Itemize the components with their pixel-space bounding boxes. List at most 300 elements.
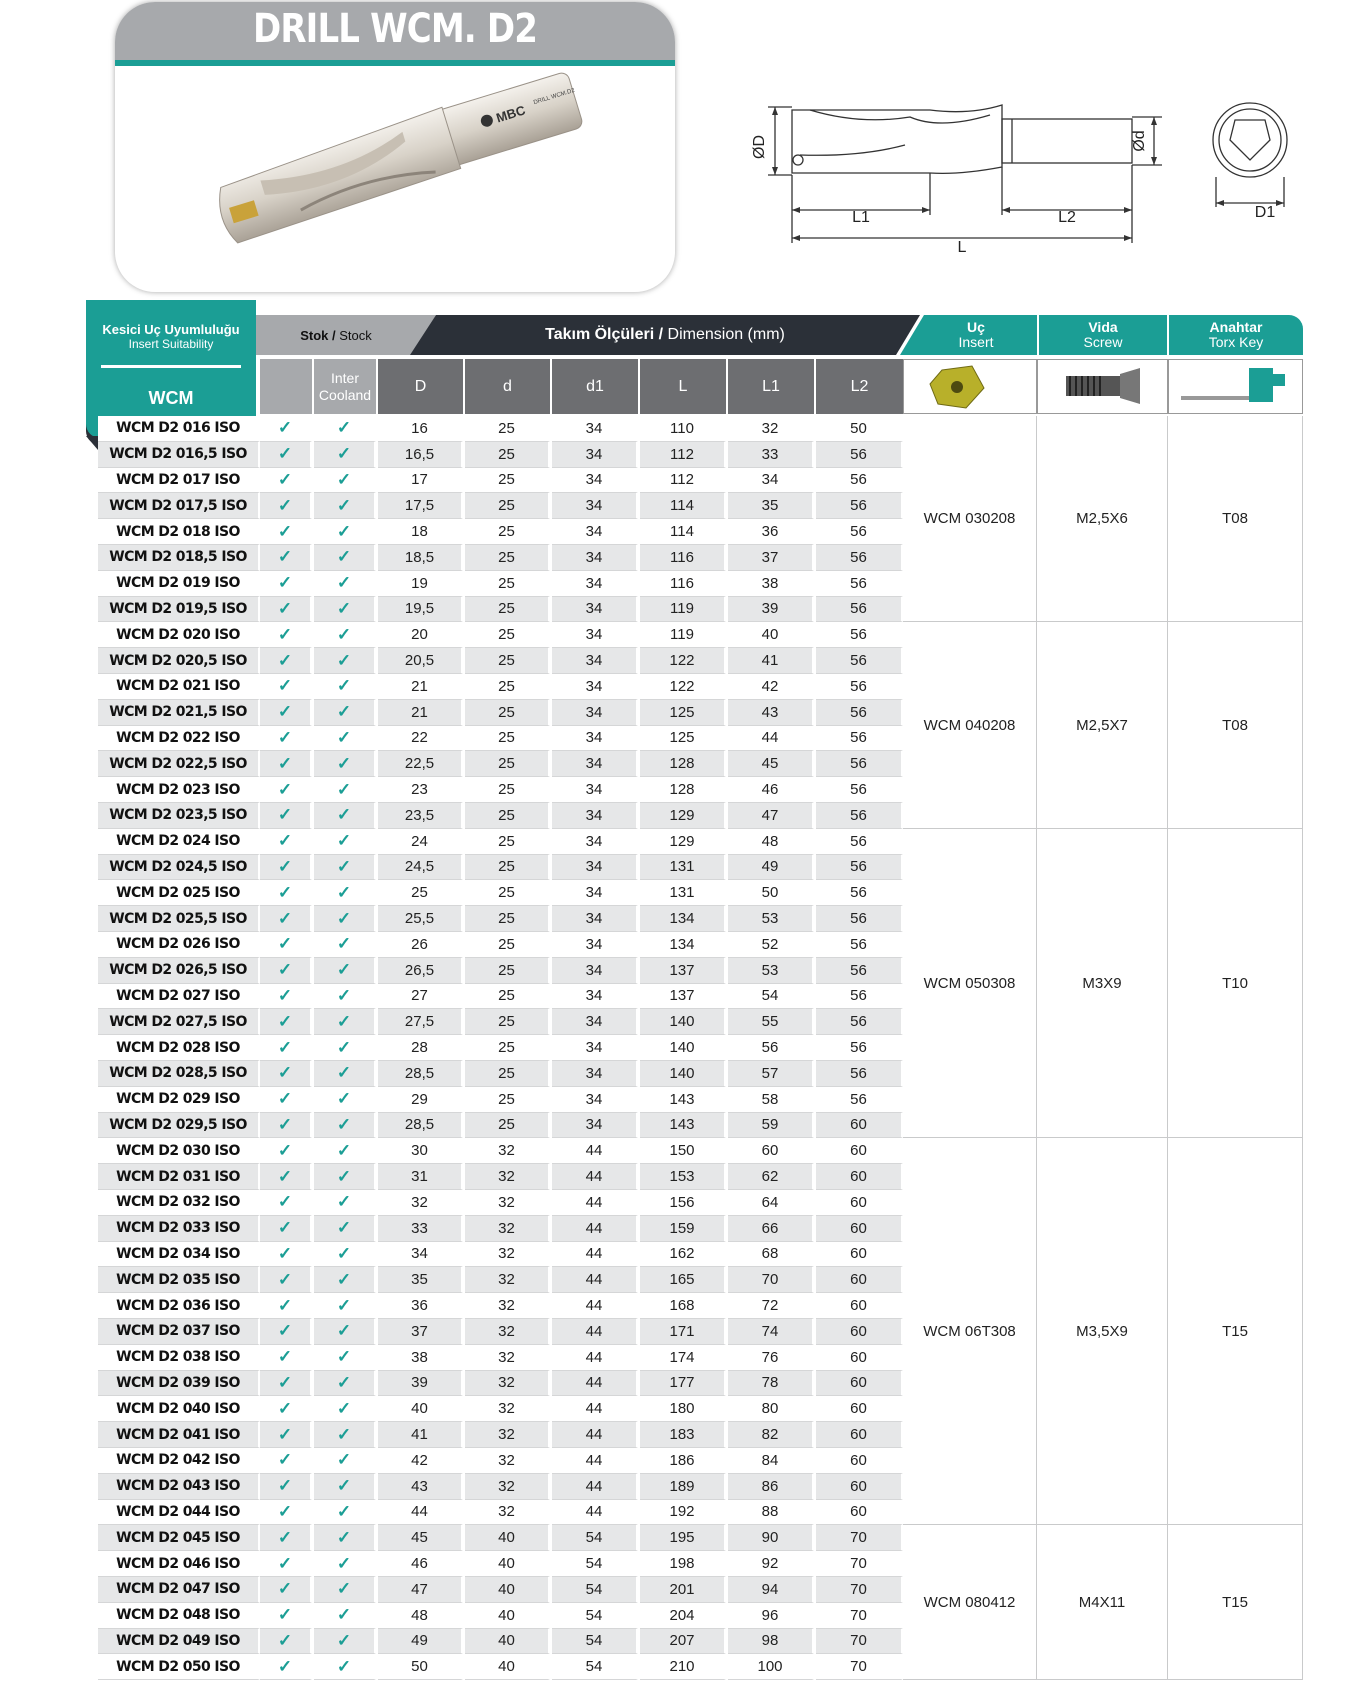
cell-d: 25: [465, 416, 550, 442]
cell-L: 210: [640, 1654, 726, 1680]
cell-L2: 56: [816, 1009, 903, 1035]
cell-D: 27,5: [378, 1009, 463, 1035]
table-row: [98, 468, 903, 494]
product-code: WCM D2 041 ISO: [98, 1422, 260, 1448]
cell-L: 112: [640, 468, 726, 494]
cell-d: 25: [465, 1009, 550, 1035]
col-label-L2: L2: [850, 377, 869, 395]
cell-d: 25: [465, 648, 550, 674]
product-code: WCM D2 019,5 ISO: [98, 597, 260, 623]
stock-check-icon: ✓: [260, 1422, 312, 1448]
stock-check-icon: ✓: [260, 1577, 312, 1603]
cell-L: 140: [640, 1035, 726, 1061]
cell-L2: 56: [816, 1035, 903, 1061]
table-row: [98, 493, 903, 519]
cell-d1: 34: [552, 1009, 638, 1035]
cooland-check-icon: ✓: [314, 1525, 376, 1551]
table-row: [98, 1371, 903, 1397]
cooland-check-icon: ✓: [314, 1164, 376, 1190]
stock-label-tr: Stok /: [300, 327, 336, 343]
stock-check-icon: ✓: [260, 803, 312, 829]
stock-check-icon: ✓: [260, 1035, 312, 1061]
cell-d: 25: [465, 700, 550, 726]
product-code: WCM D2 020 ISO: [98, 622, 260, 648]
cell-d1: 34: [552, 416, 638, 442]
cell-L2: 60: [816, 1500, 903, 1526]
cell-L2: 56: [816, 442, 903, 468]
stock-check-icon: ✓: [260, 1500, 312, 1526]
cell-L: 131: [640, 880, 726, 906]
cell-L1: 90: [728, 1525, 814, 1551]
stock-check-icon: ✓: [260, 906, 312, 932]
cell-L: 150: [640, 1138, 726, 1164]
cell-L: 159: [640, 1216, 726, 1242]
cell-D: 17,5: [378, 493, 463, 519]
table-row: [98, 1603, 903, 1629]
cell-L: 177: [640, 1371, 726, 1397]
cell-D: 35: [378, 1267, 463, 1293]
cell-D: 41: [378, 1422, 463, 1448]
cell-L: 180: [640, 1396, 726, 1422]
cell-D: 50: [378, 1654, 463, 1680]
col-header-D: [378, 359, 463, 414]
cell-L1: 40: [728, 622, 814, 648]
cell-d: 32: [465, 1422, 550, 1448]
cell-D: 25,5: [378, 906, 463, 932]
cell-L1: 38: [728, 571, 814, 597]
col-label-d: d: [503, 377, 512, 395]
cell-D: 47: [378, 1577, 463, 1603]
cell-L2: 56: [816, 519, 903, 545]
product-code: WCM D2 021 ISO: [98, 674, 260, 700]
cooland-check-icon: ✓: [314, 1293, 376, 1319]
screw-label-en: Screw: [1083, 334, 1123, 350]
product-code: WCM D2 019 ISO: [98, 571, 260, 597]
cooland-check-icon: ✓: [314, 880, 376, 906]
cell-L2: 60: [816, 1474, 903, 1500]
product-code: WCM D2 045 ISO: [98, 1525, 260, 1551]
cooland-check-icon: ✓: [314, 545, 376, 571]
inter-cooland-label: Inter Cooland: [318, 369, 372, 403]
cell-d: 25: [465, 442, 550, 468]
stock-check-icon: ✓: [260, 958, 312, 984]
key-label-tr: Anahtar: [1209, 319, 1263, 335]
cell-L1: 33: [728, 442, 814, 468]
cell-L: 129: [640, 829, 726, 855]
cell-d: 25: [465, 777, 550, 803]
table-row: [98, 1035, 903, 1061]
group-insert: WCM 080412: [903, 1525, 1037, 1680]
cell-d1: 34: [552, 1087, 638, 1113]
cell-d1: 44: [552, 1164, 638, 1190]
cell-D: 42: [378, 1448, 463, 1474]
stock-check-icon: ✓: [260, 1009, 312, 1035]
cell-L: 207: [640, 1629, 726, 1655]
cell-d: 32: [465, 1345, 550, 1371]
cell-d: 32: [465, 1190, 550, 1216]
stock-check-icon: ✓: [260, 1164, 312, 1190]
label-L: L: [957, 239, 967, 256]
cell-L2: 60: [816, 1164, 903, 1190]
cell-d: 32: [465, 1164, 550, 1190]
cell-L2: 70: [816, 1551, 903, 1577]
key-label-en: Torx Key: [1208, 334, 1264, 350]
table-row: [98, 571, 903, 597]
stock-check-icon: ✓: [260, 1345, 312, 1371]
product-code: WCM D2 039 ISO: [98, 1371, 260, 1397]
table-row: [98, 1267, 903, 1293]
key-picture-cell: [1168, 359, 1303, 414]
cell-L1: 72: [728, 1293, 814, 1319]
product-code: WCM D2 031 ISO: [98, 1164, 260, 1190]
cell-D: 43: [378, 1474, 463, 1500]
cell-D: 25: [378, 880, 463, 906]
cell-d: 25: [465, 493, 550, 519]
product-code: WCM D2 035 ISO: [98, 1267, 260, 1293]
technical-drawing: [740, 95, 1310, 265]
table-row: [98, 1138, 903, 1164]
cell-L: 186: [640, 1448, 726, 1474]
cell-L1: 48: [728, 829, 814, 855]
cell-L1: 53: [728, 906, 814, 932]
group-screw: M2,5X6: [1037, 416, 1168, 622]
stock-check-icon: ✓: [260, 1267, 312, 1293]
cooland-check-icon: ✓: [314, 468, 376, 494]
table-row: [98, 1525, 903, 1551]
cell-L1: 82: [728, 1422, 814, 1448]
label-L1: L1: [852, 209, 870, 226]
group-insert: WCM 06T308: [903, 1138, 1037, 1525]
cell-L1: 59: [728, 1113, 814, 1139]
cell-L: 137: [640, 984, 726, 1010]
col-header-d: [465, 359, 550, 414]
stock-check-icon: ✓: [260, 1525, 312, 1551]
cell-D: 16,5: [378, 442, 463, 468]
group-key: T10: [1168, 829, 1303, 1139]
cell-D: 23,5: [378, 803, 463, 829]
drill-body-outline: [792, 105, 1002, 173]
product-code: WCM D2 017,5 ISO: [98, 493, 260, 519]
product-code: WCM D2 046 ISO: [98, 1551, 260, 1577]
cell-d1: 34: [552, 700, 638, 726]
insert-header: [915, 315, 1037, 355]
product-code: WCM D2 047 ISO: [98, 1577, 260, 1603]
table-row: [98, 1242, 903, 1268]
cell-L: 168: [640, 1293, 726, 1319]
cell-L1: 68: [728, 1242, 814, 1268]
wcm-label: WCM: [148, 388, 194, 408]
cell-L: 116: [640, 571, 726, 597]
cell-L1: 76: [728, 1345, 814, 1371]
cell-L2: 70: [816, 1603, 903, 1629]
table-row: [98, 777, 903, 803]
cell-L1: 84: [728, 1448, 814, 1474]
stock-check-icon: ✓: [260, 545, 312, 571]
cell-L2: 60: [816, 1113, 903, 1139]
drill-product-image: [115, 66, 675, 292]
cell-d: 32: [465, 1216, 550, 1242]
cell-L2: 56: [816, 622, 903, 648]
product-code: WCM D2 027,5 ISO: [98, 1009, 260, 1035]
dimension-label-tr: Takım Ölçüleri /: [545, 326, 664, 343]
cell-d: 32: [465, 1396, 550, 1422]
cell-L1: 43: [728, 700, 814, 726]
cell-L2: 56: [816, 648, 903, 674]
cell-d: 25: [465, 597, 550, 623]
cell-d1: 34: [552, 674, 638, 700]
product-code: WCM D2 018 ISO: [98, 519, 260, 545]
cell-d: 25: [465, 1061, 550, 1087]
cell-D: 36: [378, 1293, 463, 1319]
cooland-check-icon: ✓: [314, 984, 376, 1010]
insert-label-tr: Uç: [967, 319, 985, 335]
cell-d1: 34: [552, 829, 638, 855]
cell-L2: 60: [816, 1422, 903, 1448]
cell-d1: 34: [552, 468, 638, 494]
cell-D: 29: [378, 1087, 463, 1113]
cell-L2: 56: [816, 803, 903, 829]
group-screw: M4X11: [1037, 1525, 1168, 1680]
cell-L: 198: [640, 1551, 726, 1577]
table-row: [98, 648, 903, 674]
cell-d: 25: [465, 468, 550, 494]
torx-key-icon: [1169, 360, 1304, 415]
product-code: WCM D2 025 ISO: [98, 880, 260, 906]
cell-L2: 56: [816, 493, 903, 519]
cell-d1: 34: [552, 880, 638, 906]
product-code: WCM D2 029,5 ISO: [98, 1113, 260, 1139]
stock-check-icon: ✓: [260, 1371, 312, 1397]
stock-check-icon: ✓: [260, 571, 312, 597]
cooland-check-icon: ✓: [314, 1009, 376, 1035]
table-row: [98, 984, 903, 1010]
cell-d: 25: [465, 906, 550, 932]
cell-D: 32: [378, 1190, 463, 1216]
cell-D: 46: [378, 1551, 463, 1577]
group-key: T08: [1168, 622, 1303, 828]
cell-d1: 44: [552, 1500, 638, 1526]
table-row: [98, 1422, 903, 1448]
cell-d: 40: [465, 1629, 550, 1655]
table-row: [98, 1319, 903, 1345]
insert-label-en: Insert: [958, 334, 994, 350]
table-row: [98, 700, 903, 726]
cooland-check-icon: ✓: [314, 1422, 376, 1448]
cell-d1: 34: [552, 1035, 638, 1061]
cell-L: 201: [640, 1577, 726, 1603]
cooland-check-icon: ✓: [314, 1551, 376, 1577]
cell-d1: 34: [552, 932, 638, 958]
cell-L: 153: [640, 1164, 726, 1190]
cell-L1: 80: [728, 1396, 814, 1422]
stock-check-icon: ✓: [260, 880, 312, 906]
stock-check-icon: ✓: [260, 984, 312, 1010]
cell-L1: 37: [728, 545, 814, 571]
cell-L: 174: [640, 1345, 726, 1371]
cooland-check-icon: ✓: [314, 1087, 376, 1113]
dimension-header: [430, 315, 900, 355]
cell-L2: 60: [816, 1371, 903, 1397]
cell-L1: 86: [728, 1474, 814, 1500]
stock-check-icon: ✓: [260, 1190, 312, 1216]
group-key: T15: [1168, 1525, 1303, 1680]
cell-L1: 88: [728, 1500, 814, 1526]
product-code: WCM D2 025,5 ISO: [98, 906, 260, 932]
cooland-check-icon: ✓: [314, 1577, 376, 1603]
table-row: [98, 1087, 903, 1113]
cell-L1: 45: [728, 751, 814, 777]
cell-L: 110: [640, 416, 726, 442]
cell-d1: 44: [552, 1448, 638, 1474]
cooland-check-icon: ✓: [314, 571, 376, 597]
cell-d: 25: [465, 751, 550, 777]
cell-L1: 35: [728, 493, 814, 519]
label-D1: D1: [1254, 204, 1276, 221]
cell-L1: 70: [728, 1267, 814, 1293]
cell-d: 25: [465, 829, 550, 855]
stock-label-en: Stock: [335, 327, 372, 343]
group-key: T15: [1168, 1138, 1303, 1525]
cell-L: 204: [640, 1603, 726, 1629]
product-code: WCM D2 036 ISO: [98, 1293, 260, 1319]
cell-L: 162: [640, 1242, 726, 1268]
cell-D: 27: [378, 984, 463, 1010]
cell-L2: 56: [816, 880, 903, 906]
cell-D: 34: [378, 1242, 463, 1268]
cell-d1: 34: [552, 493, 638, 519]
col-header-L1: [728, 359, 814, 414]
table-row: [98, 1113, 903, 1139]
table-row: [98, 880, 903, 906]
cell-d: 25: [465, 1035, 550, 1061]
table-row: [98, 545, 903, 571]
cell-d: 40: [465, 1577, 550, 1603]
table-row: [98, 1061, 903, 1087]
cooland-check-icon: ✓: [314, 1319, 376, 1345]
cell-d1: 34: [552, 571, 638, 597]
product-code: WCM D2 050 ISO: [98, 1654, 260, 1680]
cell-L2: 56: [816, 468, 903, 494]
table-row: [98, 1448, 903, 1474]
cell-d1: 44: [552, 1190, 638, 1216]
cell-d1: 34: [552, 597, 638, 623]
cell-D: 39: [378, 1371, 463, 1397]
product-code: WCM D2 037 ISO: [98, 1319, 260, 1345]
table-row: [98, 1009, 903, 1035]
stock-check-icon: ✓: [260, 1138, 312, 1164]
stock-check-icon: ✓: [260, 597, 312, 623]
cell-L1: 58: [728, 1087, 814, 1113]
stock-check-icon: ✓: [260, 1293, 312, 1319]
table-row: [98, 1396, 903, 1422]
cell-L1: 36: [728, 519, 814, 545]
product-code: WCM D2 038 ISO: [98, 1345, 260, 1371]
table-row: [98, 1345, 903, 1371]
cell-L2: 56: [816, 700, 903, 726]
cell-d1: 34: [552, 906, 638, 932]
cell-d1: 34: [552, 984, 638, 1010]
col-label-d1: d1: [586, 377, 604, 395]
cell-L2: 56: [816, 984, 903, 1010]
cell-L: 131: [640, 855, 726, 881]
cooland-check-icon: ✓: [314, 829, 376, 855]
stock-check-icon: ✓: [260, 674, 312, 700]
cell-L: 156: [640, 1190, 726, 1216]
cooland-check-icon: ✓: [314, 416, 376, 442]
key-header: [1169, 315, 1303, 355]
cell-D: 22: [378, 726, 463, 752]
table-row: [98, 1216, 903, 1242]
product-code: WCM D2 017 ISO: [98, 468, 260, 494]
cell-D: 21: [378, 674, 463, 700]
cell-L1: 34: [728, 468, 814, 494]
product-code: WCM D2 026,5 ISO: [98, 958, 260, 984]
cell-L: 192: [640, 1500, 726, 1526]
insert-picture-cell: [903, 359, 1037, 414]
table-row: [98, 1654, 903, 1680]
stock-check-icon: ✓: [260, 416, 312, 442]
cell-D: 28,5: [378, 1061, 463, 1087]
product-card: [115, 2, 675, 292]
cell-L1: 32: [728, 416, 814, 442]
cell-L2: 56: [816, 932, 903, 958]
page-title: DRILL WCM. D2: [252, 6, 538, 52]
table-row: [98, 442, 903, 468]
cell-L: 125: [640, 726, 726, 752]
cooland-check-icon: ✓: [314, 1242, 376, 1268]
cell-d: 32: [465, 1242, 550, 1268]
cell-L2: 56: [816, 958, 903, 984]
cell-L1: 39: [728, 597, 814, 623]
cooland-check-icon: ✓: [314, 1474, 376, 1500]
cell-L2: 60: [816, 1345, 903, 1371]
cell-d1: 34: [552, 855, 638, 881]
cell-D: 21: [378, 700, 463, 726]
cell-d: 25: [465, 726, 550, 752]
stock-check-icon: ✓: [260, 1551, 312, 1577]
cell-L: 128: [640, 777, 726, 803]
stock-check-icon: ✓: [260, 1061, 312, 1087]
cell-L2: 56: [816, 726, 903, 752]
cell-L1: 56: [728, 1035, 814, 1061]
cell-d1: 44: [552, 1345, 638, 1371]
product-code: WCM D2 033 ISO: [98, 1216, 260, 1242]
cell-d1: 34: [552, 777, 638, 803]
cell-d: 25: [465, 622, 550, 648]
cell-d1: 34: [552, 726, 638, 752]
table-row: [98, 416, 903, 442]
cell-L: 114: [640, 519, 726, 545]
cell-L: 134: [640, 906, 726, 932]
cell-L1: 49: [728, 855, 814, 881]
cell-d: 25: [465, 1113, 550, 1139]
cell-L2: 50: [816, 416, 903, 442]
cell-d: 25: [465, 1087, 550, 1113]
table-row: [98, 1190, 903, 1216]
table-row: [98, 932, 903, 958]
product-code: WCM D2 024,5 ISO: [98, 855, 260, 881]
table-row: [98, 674, 903, 700]
cooland-check-icon: ✓: [314, 1345, 376, 1371]
cell-L1: 60: [728, 1138, 814, 1164]
cell-L2: 60: [816, 1448, 903, 1474]
product-code: WCM D2 023 ISO: [98, 777, 260, 803]
cell-L2: 56: [816, 751, 903, 777]
col-label-D: D: [414, 377, 427, 395]
cell-d1: 44: [552, 1267, 638, 1293]
cell-L: 143: [640, 1087, 726, 1113]
cell-L2: 56: [816, 1087, 903, 1113]
